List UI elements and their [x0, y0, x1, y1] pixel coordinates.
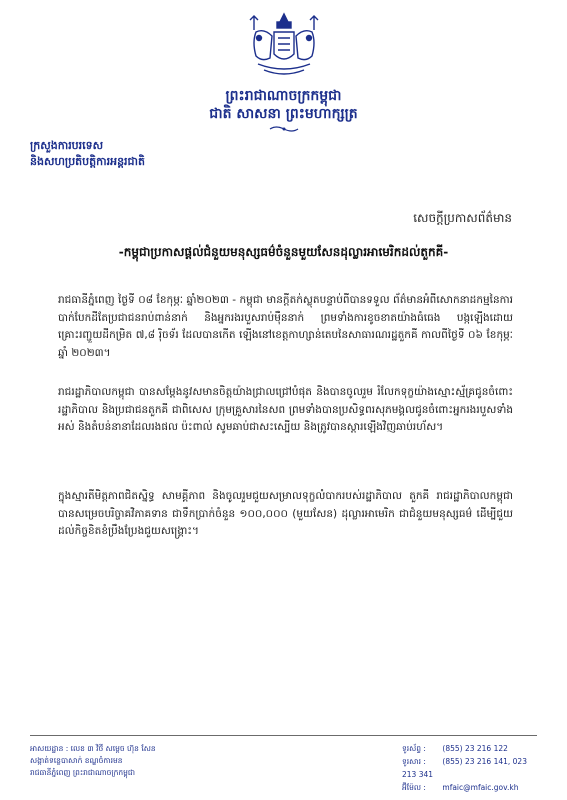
kingdom-line-2: ជាតិ សាសនា ព្រះមហាក្សត្រ	[209, 106, 358, 122]
paragraph-3: ក្នុងស្មារតីមិត្តភាពជិតស្និទ្ធ សាមគ្គីភាព និងចូលរួមជួយសម្រាលទុក្ខលំបាករបស់រដ្ឋាភិបាល តួកគី រាជរដ្ឋាភិបាលកម្ពុជា បានសម្រេចបរិច្ចាគវិភាគទាន ជាទឹកប្រាក់ចំនួន ១០០,០០០ (មួយសែន) ដុល្លារអាមេរិក ជាជំនួយមនុស្សធម៌ ដើម្បីជួយដល់កិច្ចខិតខំប្រឹងប្រែងជួយសង្គ្រោះ។	[58, 490, 513, 537]
footer-address	[30, 742, 310, 778]
press-release-label: សេចក្តីប្រកាសព័ត៌មាន	[413, 211, 512, 225]
kingdom-line-1: ព្រះរាជាណាចក្រកម្ពុជា	[225, 88, 342, 104]
headline: -កម្ពុជាប្រកាសផ្តល់ជំនួយមនុស្សធម៌ចំនួនមួយសែនដុល្លារអាមេរិកដល់តួកគី-	[118, 245, 449, 259]
footer-address-line: អាសយដ្ឋាន : លេខ ៣ វិថី សម្តេច ហ៊ុន សែន	[30, 744, 156, 753]
footer-email-row	[402, 781, 542, 794]
fax-value: (855) 23 216 141, 023 213 341	[402, 757, 527, 779]
paragraph-1: រាជធានីភ្នំពេញ ថ្ងៃទី ០៨ ខែកុម្ភៈ ឆ្នាំ២០២៣ - កម្ពុជា មានក្តីតក់ស្លុតបន្ទាប់ពីបានទទួល ព័ត៌មានអំពីសោកនាដកម្មនៃការបាក់បែកដីតែប្រជាជនរាប់ពាន់នាក់ និងអ្នករងរបួសរាប់ម៉ឺននាក់ ព្រមទាំងការខូចខាតយ៉ាងធំធេង បង្កឡើងដោយគ្រោះរញ្ជួយដីកម្រិត ៧,៨ រ៉ិចទ័រ ដែលបានកើត ឡើងនៅខេត្តកាហ្សាន់តេបនៃសាធារណរដ្ឋតួកគី កាលពីថ្ងៃទី ០៦ ខែកុម្ភៈ ឆ្នាំ ២០២៣។	[58, 294, 513, 359]
footer-address-line: រាជធានីភ្នំពេញ ព្រះរាជាណាចក្រកម្ពុជា	[30, 768, 135, 777]
footer-address-line: សង្កាត់ទន្លេបាសាក់ ខណ្ឌចំការមន	[30, 756, 123, 765]
royal-coat-of-arms-icon	[244, 12, 324, 82]
ministry-line-1: ក្រសួងការបរទេស	[30, 139, 104, 152]
ministry-line-2: និងសហប្រតិបត្តិការអន្តរជាតិ	[30, 155, 145, 168]
phone-label: ទូរស័ព្ទ :	[402, 744, 426, 753]
footer-divider	[30, 735, 537, 736]
paragraph-2: រាជរដ្ឋាភិបាលកម្ពុជា បានសម្តែងនូវសមានចិត្តយ៉ាងជ្រាលជ្រៅបំផុត និងបានចូលរួម រំលែកទុក្ខយ៉ាងស្មោះស្ម័គ្រជូនចំពោះរដ្ឋាភិបាល និងប្រជាជនតួកគី ជាពិសេស ក្រុមគ្រួសារនៃសព ព្រមទាំងបានប្រសិទ្ធពរសុភមង្គលជូនចំពោះអ្នករងរបួសទាំងអស់ និងតំបន់នានាដែលរងផល ប៉ះពាល់ សូមឆាប់ជាសះស្បើយ និងត្រូវបានស្តារឡើងវិញឆាប់រហ័ស។	[58, 386, 513, 433]
footer-phone-row	[402, 742, 542, 755]
tacte-ornament-icon	[268, 124, 300, 134]
phone-value: (855) 23 216 122	[442, 744, 508, 753]
email-link[interactable]: mfaic@mfaic.gov.kh	[442, 783, 519, 792]
footer-contact	[402, 742, 542, 794]
footer-fax-row	[402, 755, 542, 781]
email-label: អ៊ីម៉ែល :	[402, 783, 426, 792]
fax-label: ទូរសារ :	[402, 757, 426, 766]
